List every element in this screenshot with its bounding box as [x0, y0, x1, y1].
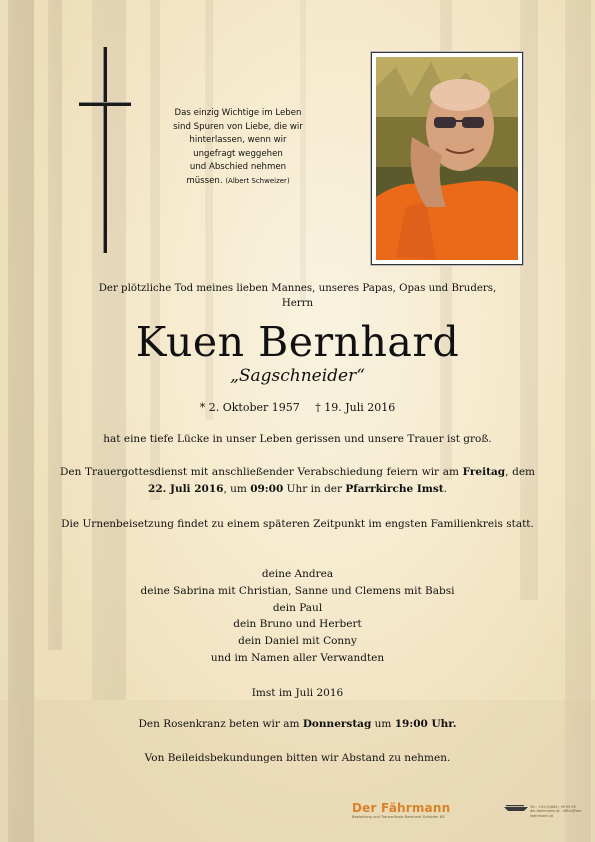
- service-church: Pfarrkirche Imst: [345, 482, 444, 495]
- family-list: [60, 566, 535, 667]
- intro-honorific: Herrn: [281, 298, 314, 309]
- family-member: dein Paul: [272, 601, 323, 614]
- quote-line-last: [138, 175, 338, 189]
- text: .: [443, 482, 447, 495]
- family-member: und im Namen aller Verwandten: [210, 651, 385, 664]
- service-time: 09:00: [250, 482, 284, 495]
- funeral-home-contact: [530, 805, 590, 818]
- quote-line: Das einzig Wichtige im Leben: [174, 108, 302, 118]
- family-member: deine Andrea: [261, 568, 334, 580]
- grief-statement: hat eine tiefe Lücke in unser Leben gerissen und unsere Trauer ist groß.: [103, 433, 492, 445]
- quote-line: ungefragt weggehen: [193, 148, 283, 159]
- quote-line: und Abschied nehmen: [189, 162, 287, 173]
- quote-line: sind Spuren von Liebe, die wir: [173, 121, 303, 132]
- contact-web: der-faehrmann.at · office@der-faehrmann.at: [530, 809, 583, 818]
- death-date: † 19. Juli 2016: [315, 401, 396, 414]
- funeral-home-subtitle: Bestattung und Trauerrituale Bernhard Schöpfer KG: [352, 815, 445, 819]
- condolence-note: Von Beileidsbekundungen bitten wir Abstand zu nehmen.: [144, 752, 451, 764]
- deceased-name: Kuen Bernhard: [135, 318, 460, 366]
- funeral-service-notice: [60, 464, 535, 497]
- service-day: Freitag: [462, 466, 506, 478]
- urn-burial-notice: Die Urnenbeisetzung findet zu einem späteren Zeitpunkt im engsten Familienkreis statt.: [61, 518, 534, 530]
- quote-line: hinterlassen, wenn wir: [189, 135, 287, 146]
- funeral-home-logo: [352, 801, 450, 819]
- place-date: Imst im Juli 2016: [251, 687, 344, 699]
- nickname: „Sagschneider“: [230, 366, 365, 386]
- text: , dem: [505, 466, 535, 478]
- cross-icon: [79, 47, 131, 253]
- text: Den Rosenkranz beten wir am: [138, 718, 300, 730]
- service-date: 22. Juli 2016: [148, 482, 224, 495]
- portrait-frame: [371, 52, 523, 265]
- life-dates: [60, 400, 535, 416]
- text: Den Trauergottesdienst mit anschließender Verabschiedung feiern wir am: [60, 466, 459, 478]
- rosary-day: Donnerstag: [302, 718, 372, 730]
- rosary-notice: [60, 716, 535, 732]
- quote: [138, 107, 338, 189]
- rosary-time: 19:00 Uhr.: [394, 718, 457, 730]
- quote-line: müssen.: [186, 175, 223, 186]
- boat-icon: [503, 803, 529, 813]
- text: um: [374, 718, 392, 730]
- family-member: dein Bruno und Herbert: [233, 618, 362, 631]
- text: , um: [223, 482, 247, 495]
- funeral-home-name: Der Fährmann: [352, 801, 451, 815]
- quote-source: (Albert Schweizer): [225, 176, 290, 185]
- intro-line: Der plötzliche Tod meines lieben Mannes, unseres Papas, Opas und Bruders,: [98, 283, 497, 294]
- text: Uhr in der: [286, 482, 343, 495]
- portrait-photo: [376, 57, 518, 260]
- contact-phone: Tel.: +43 (0)664 / 99 95 69: [530, 805, 576, 809]
- family-member: deine Sabrina mit Christian, Sanne und Clemens mit Babsi: [140, 584, 455, 597]
- birth-date: * 2. Oktober 1957: [199, 401, 300, 414]
- intro: [60, 281, 535, 311]
- family-member: dein Daniel mit Conny: [238, 635, 357, 648]
